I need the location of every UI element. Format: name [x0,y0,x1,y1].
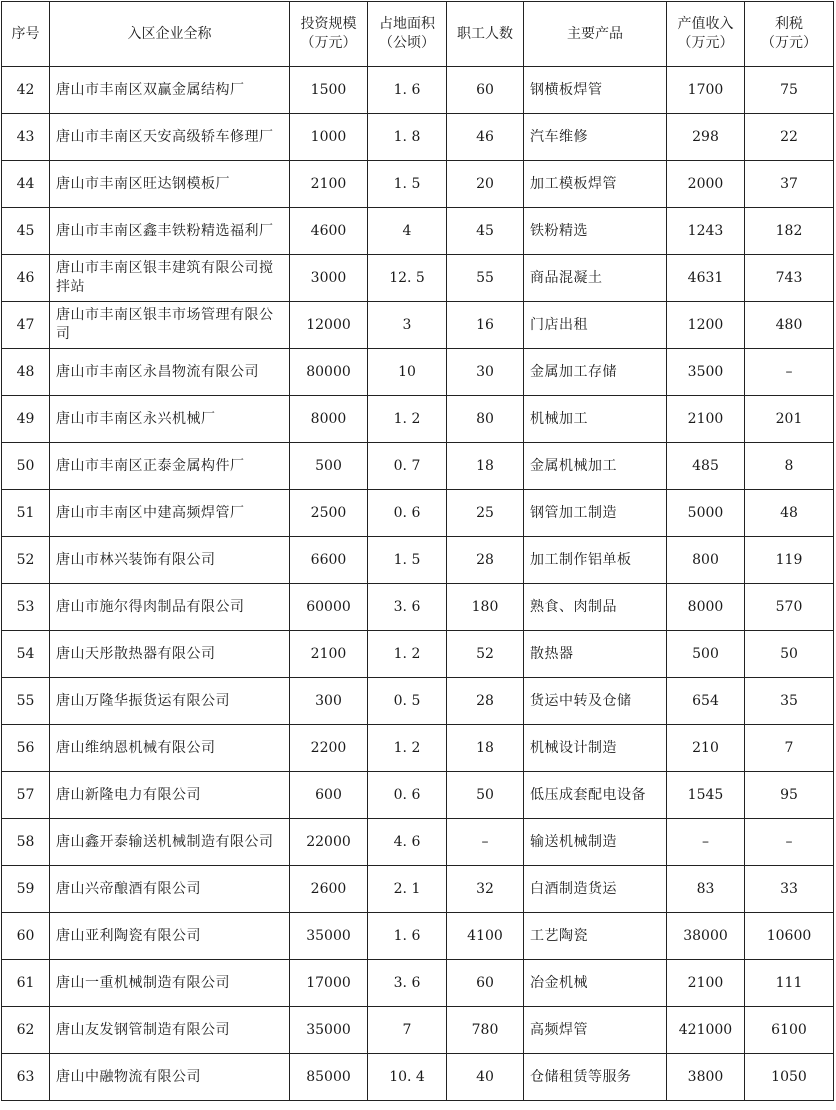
cell-land-area: 7 [368,1007,447,1054]
cell-land-area: 2. 1 [368,866,447,913]
cell-company-name: 唐山市丰南区天安高级轿车修理厂 [50,114,290,161]
cell-staff: 180 [447,584,524,631]
cell-investment: 2100 [290,631,368,678]
cell-investment: 500 [290,443,368,490]
cell-product: 加工制作铝单板 [524,537,667,584]
cell-no: 52 [2,537,50,584]
cell-product: 低压成套配电设备 [524,772,667,819]
cell-company-name: 唐山市丰南区永昌物流有限公司 [50,349,290,396]
cell-company-name: 唐山市丰南区鑫丰铁粉精选福利厂 [50,208,290,255]
table-row [2,255,834,302]
cell-output: 1700 [667,67,745,114]
table-row [2,725,834,772]
cell-product: 白酒制造货运 [524,866,667,913]
cell-output: 800 [667,537,745,584]
cell-company-name: 唐山兴帝酿酒有限公司 [50,866,290,913]
header-company-name: 入区企业全称 [50,2,290,67]
cell-company-name: 唐山市林兴装饰有限公司 [50,537,290,584]
cell-tax: 201 [745,396,834,443]
cell-tax: 570 [745,584,834,631]
cell-investment: 300 [290,678,368,725]
header-land-area: 占地面积 （公顷） [368,2,447,67]
cell-product: 冶金机械 [524,960,667,1007]
cell-staff: 50 [447,772,524,819]
cell-no: 59 [2,866,50,913]
cell-output: 1200 [667,302,745,349]
cell-staff: 60 [447,67,524,114]
cell-output: 500 [667,631,745,678]
table-row [2,443,834,490]
cell-land-area: 3. 6 [368,584,447,631]
cell-staff: 32 [447,866,524,913]
cell-staff: 18 [447,725,524,772]
cell-company-name: 唐山市丰南区正泰金属构件厂 [50,443,290,490]
header-staff: 职工人数 [447,2,524,67]
table-row [2,396,834,443]
cell-output: 3500 [667,349,745,396]
cell-land-area: 1. 2 [368,725,447,772]
cell-no: 47 [2,302,50,349]
table-row [2,819,834,866]
cell-investment: 4600 [290,208,368,255]
cell-company-name: 唐山友发钢管制造有限公司 [50,1007,290,1054]
cell-product: 金属机械加工 [524,443,667,490]
cell-product: 商品混凝土 [524,255,667,302]
cell-company-name: 唐山中融物流有限公司 [50,1054,290,1101]
cell-investment: 12000 [290,302,368,349]
cell-no: 49 [2,396,50,443]
cell-staff: 52 [447,631,524,678]
cell-output: 485 [667,443,745,490]
cell-investment: 600 [290,772,368,819]
cell-tax: 119 [745,537,834,584]
cell-staff: 80 [447,396,524,443]
cell-no: 58 [2,819,50,866]
cell-output: 421000 [667,1007,745,1054]
cell-tax: – [745,819,834,866]
cell-staff: 60 [447,960,524,1007]
table-row [2,302,834,349]
cell-tax: 33 [745,866,834,913]
header-investment: 投资规模 （万元） [290,2,368,67]
cell-output: 38000 [667,913,745,960]
cell-company-name: 唐山亚利陶瓷有限公司 [50,913,290,960]
cell-staff: 4100 [447,913,524,960]
header-no: 序号 [2,2,50,67]
cell-staff: 55 [447,255,524,302]
cell-company-name: 唐山市丰南区双赢金属结构厂 [50,67,290,114]
cell-tax: 111 [745,960,834,1007]
cell-land-area: 1. 2 [368,396,447,443]
cell-no: 51 [2,490,50,537]
cell-output: 83 [667,866,745,913]
cell-product: 铁粉精选 [524,208,667,255]
cell-land-area: 0. 6 [368,490,447,537]
table-row [2,1054,834,1101]
cell-output: 2100 [667,960,745,1007]
cell-staff: 25 [447,490,524,537]
cell-no: 42 [2,67,50,114]
table-row [2,537,834,584]
cell-land-area: 4. 6 [368,819,447,866]
cell-staff: 46 [447,114,524,161]
cell-company-name: 唐山市丰南区银丰建筑有限公司搅拌站 [50,255,290,302]
table-row [2,584,834,631]
table-row [2,866,834,913]
cell-staff: 28 [447,678,524,725]
cell-land-area: 3 [368,302,447,349]
cell-investment: 85000 [290,1054,368,1101]
cell-output: 210 [667,725,745,772]
cell-no: 46 [2,255,50,302]
cell-tax: 182 [745,208,834,255]
table-row [2,772,834,819]
table-row [2,67,834,114]
cell-output: 1243 [667,208,745,255]
cell-staff: 45 [447,208,524,255]
cell-investment: 3000 [290,255,368,302]
cell-land-area: 3. 6 [368,960,447,1007]
header-tax: 利税 （万元） [745,2,834,67]
cell-product: 高频焊管 [524,1007,667,1054]
cell-tax: 95 [745,772,834,819]
cell-staff: 40 [447,1054,524,1101]
cell-output: 8000 [667,584,745,631]
cell-investment: 35000 [290,913,368,960]
table-row [2,1007,834,1054]
cell-staff: 20 [447,161,524,208]
cell-tax: 35 [745,678,834,725]
cell-no: 53 [2,584,50,631]
cell-tax: 6100 [745,1007,834,1054]
cell-no: 45 [2,208,50,255]
cell-land-area: 0. 7 [368,443,447,490]
cell-no: 54 [2,631,50,678]
cell-product: 仓储租赁等服务 [524,1054,667,1101]
cell-investment: 1500 [290,67,368,114]
cell-land-area: 4 [368,208,447,255]
cell-output: 298 [667,114,745,161]
cell-investment: 6600 [290,537,368,584]
cell-company-name: 唐山鑫开泰输送机械制造有限公司 [50,819,290,866]
table-body [2,67,834,1101]
cell-output: 2100 [667,396,745,443]
cell-land-area: 1. 6 [368,913,447,960]
cell-investment: 1000 [290,114,368,161]
cell-no: 60 [2,913,50,960]
cell-investment: 60000 [290,584,368,631]
cell-product: 加工模板焊管 [524,161,667,208]
cell-output: 3800 [667,1054,745,1101]
table-row [2,631,834,678]
header-output: 产值收入 （万元） [667,2,745,67]
cell-product: 钢管加工制造 [524,490,667,537]
cell-investment: 2200 [290,725,368,772]
cell-investment: 17000 [290,960,368,1007]
cell-tax: 743 [745,255,834,302]
cell-land-area: 0. 6 [368,772,447,819]
cell-company-name: 唐山天彤散热器有限公司 [50,631,290,678]
cell-tax: 7 [745,725,834,772]
cell-no: 56 [2,725,50,772]
cell-no: 57 [2,772,50,819]
cell-company-name: 唐山市丰南区中建高频焊管厂 [50,490,290,537]
cell-product: 金属加工存储 [524,349,667,396]
cell-investment: 80000 [290,349,368,396]
cell-output: 5000 [667,490,745,537]
cell-tax: – [745,349,834,396]
cell-product: 工艺陶瓷 [524,913,667,960]
cell-no: 61 [2,960,50,1007]
cell-no: 63 [2,1054,50,1101]
cell-investment: 2600 [290,866,368,913]
table-row [2,161,834,208]
cell-product: 钢横板焊管 [524,67,667,114]
table-row [2,349,834,396]
cell-staff: 28 [447,537,524,584]
cell-no: 55 [2,678,50,725]
table-row [2,490,834,537]
cell-company-name: 唐山新隆电力有限公司 [50,772,290,819]
cell-staff: 30 [447,349,524,396]
cell-land-area: 1. 8 [368,114,447,161]
cell-land-area: 1. 5 [368,537,447,584]
cell-tax: 10600 [745,913,834,960]
cell-company-name: 唐山市丰南区旺达钢模板厂 [50,161,290,208]
cell-investment: 8000 [290,396,368,443]
cell-product: 货运中转及仓储 [524,678,667,725]
cell-staff: – [447,819,524,866]
cell-product: 门店出租 [524,302,667,349]
cell-investment: 35000 [290,1007,368,1054]
cell-no: 50 [2,443,50,490]
cell-tax: 48 [745,490,834,537]
cell-company-name: 唐山维纳恩机械有限公司 [50,725,290,772]
cell-investment: 22000 [290,819,368,866]
enterprise-table [1,1,834,1101]
cell-land-area: 12. 5 [368,255,447,302]
cell-output: 2000 [667,161,745,208]
table-header-row [2,2,834,67]
cell-land-area: 1. 6 [368,67,447,114]
cell-product: 汽车维修 [524,114,667,161]
table-row [2,114,834,161]
cell-investment: 2100 [290,161,368,208]
header-product: 主要产品 [524,2,667,67]
cell-output: – [667,819,745,866]
table-row [2,913,834,960]
cell-tax: 1050 [745,1054,834,1101]
cell-company-name: 唐山市丰南区银丰市场管理有限公司 [50,302,290,349]
cell-product: 熟食、肉制品 [524,584,667,631]
cell-no: 44 [2,161,50,208]
cell-staff: 780 [447,1007,524,1054]
cell-company-name: 唐山市施尔得肉制品有限公司 [50,584,290,631]
cell-product: 机械设计制造 [524,725,667,772]
cell-output: 654 [667,678,745,725]
cell-tax: 37 [745,161,834,208]
cell-product: 散热器 [524,631,667,678]
cell-tax: 480 [745,302,834,349]
cell-tax: 50 [745,631,834,678]
cell-company-name: 唐山一重机械制造有限公司 [50,960,290,1007]
cell-land-area: 1. 2 [368,631,447,678]
cell-land-area: 0. 5 [368,678,447,725]
cell-output: 1545 [667,772,745,819]
cell-land-area: 10. 4 [368,1054,447,1101]
cell-tax: 75 [745,67,834,114]
cell-company-name: 唐山万隆华振货运有限公司 [50,678,290,725]
table-row [2,208,834,255]
cell-land-area: 1. 5 [368,161,447,208]
cell-no: 48 [2,349,50,396]
cell-output: 4631 [667,255,745,302]
table-row [2,960,834,1007]
cell-product: 输送机械制造 [524,819,667,866]
cell-staff: 16 [447,302,524,349]
cell-tax: 22 [745,114,834,161]
cell-land-area: 10 [368,349,447,396]
cell-no: 43 [2,114,50,161]
cell-company-name: 唐山市丰南区永兴机械厂 [50,396,290,443]
table-row [2,678,834,725]
cell-investment: 2500 [290,490,368,537]
cell-staff: 18 [447,443,524,490]
cell-product: 机械加工 [524,396,667,443]
cell-no: 62 [2,1007,50,1054]
cell-tax: 8 [745,443,834,490]
